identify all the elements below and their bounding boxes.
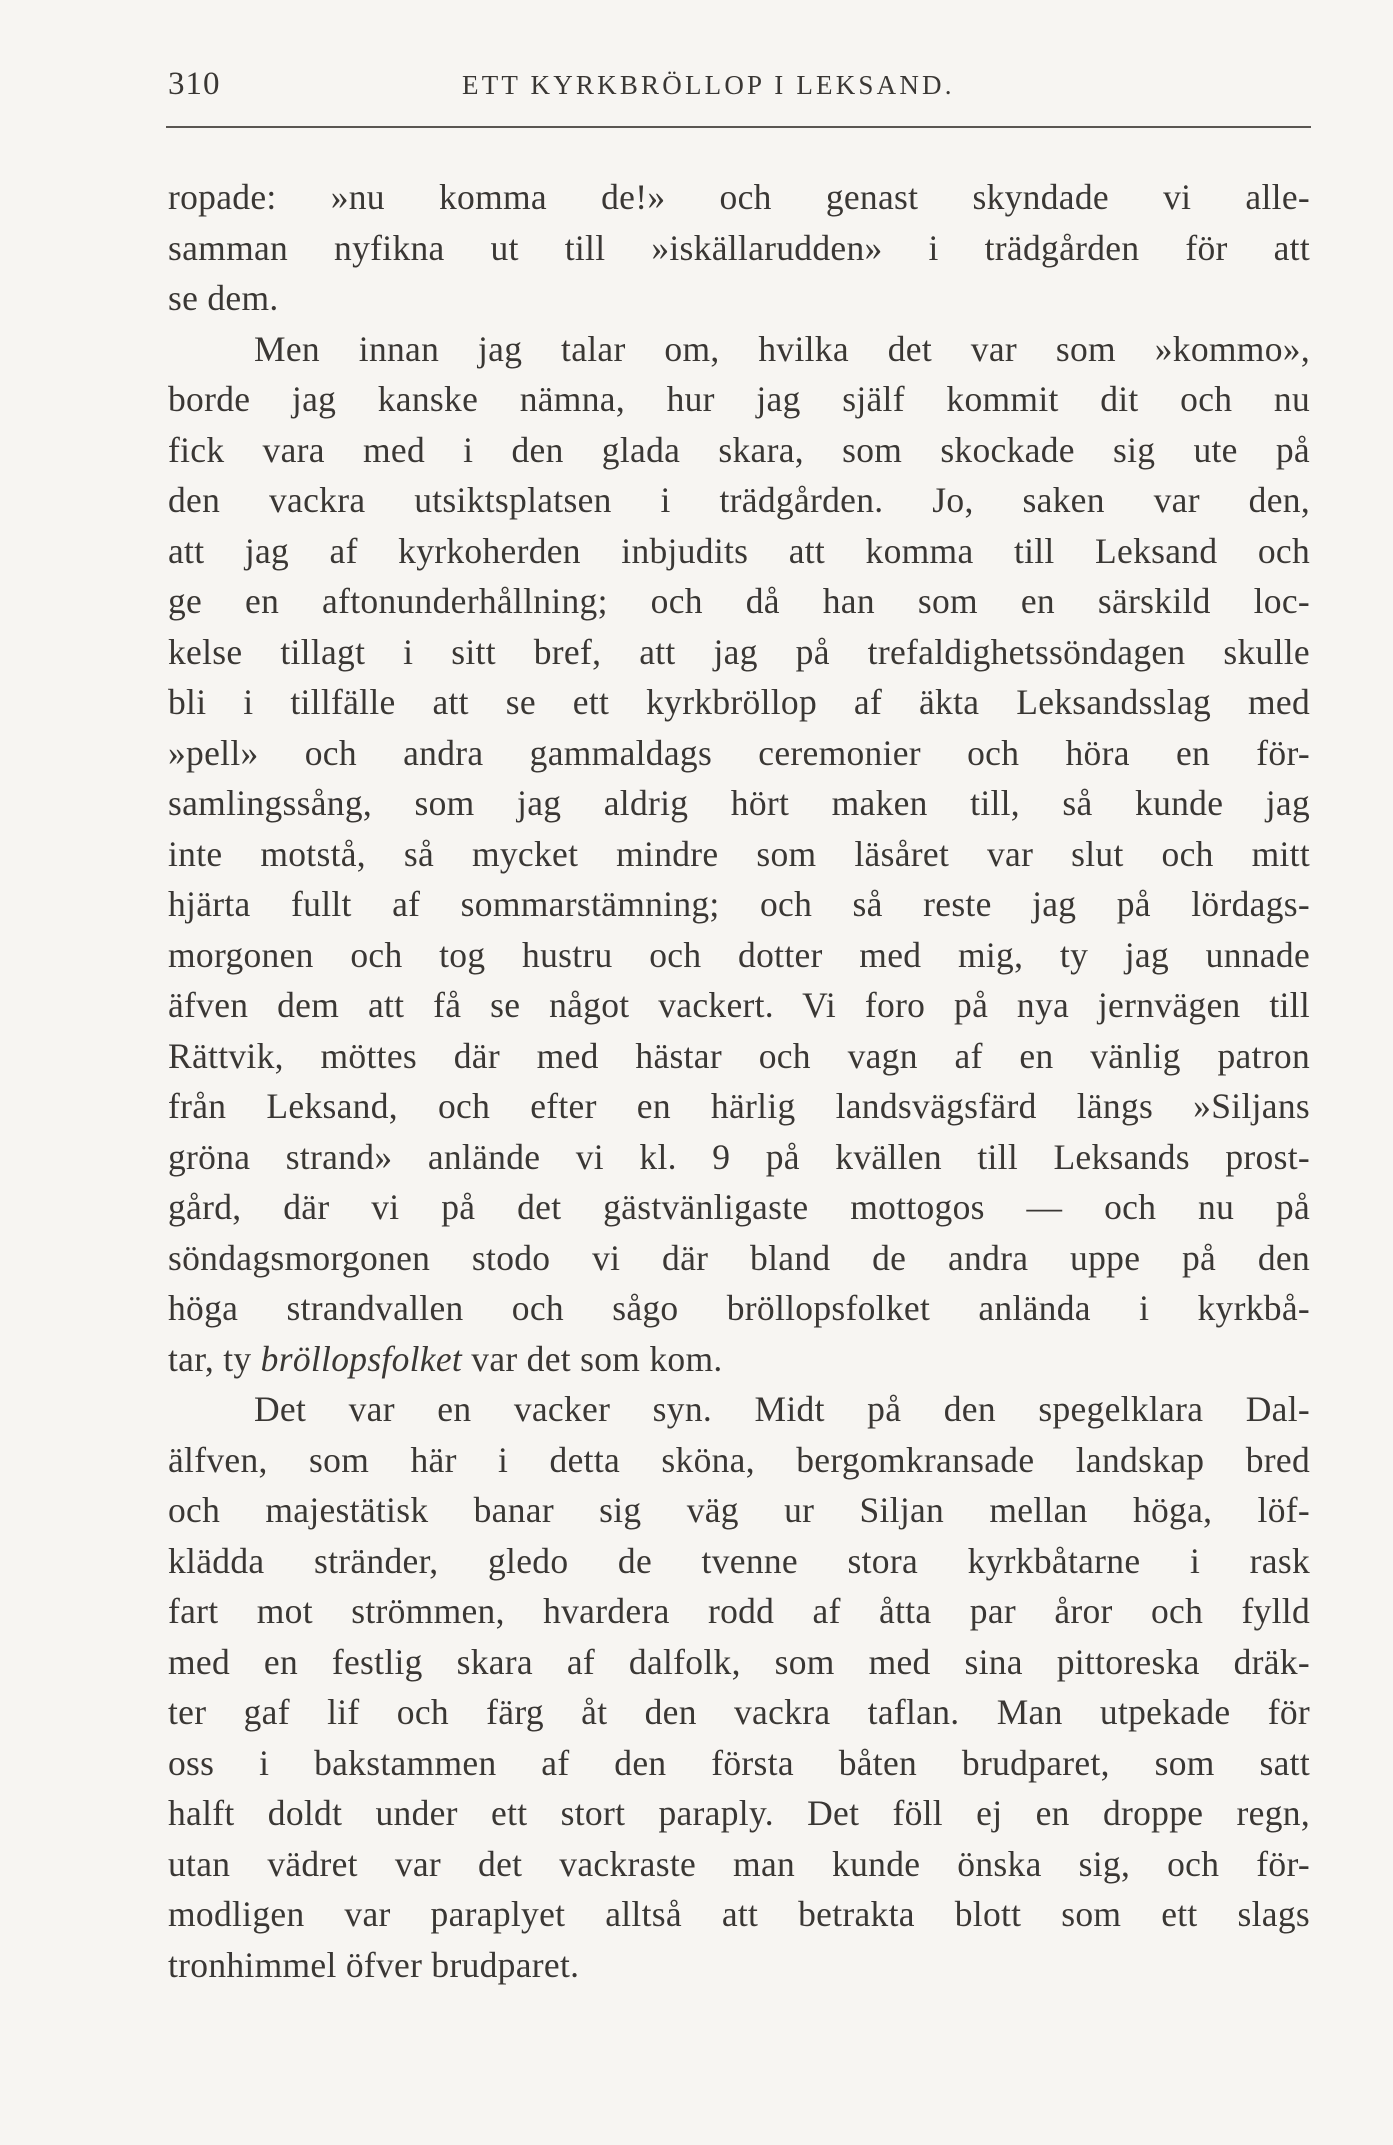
text-line: fart mot strömmen, hvardera rodd af åtta par åror och fylld [168, 1591, 1310, 1631]
text-line: ter gaf lif och färg åt den vackra taflan. Man utpekade för [168, 1692, 1310, 1732]
text-line: höga strandvallen och sågo bröllopsfolket anlända i kyrkbå- [168, 1288, 1310, 1328]
page-number: 310 [168, 66, 221, 102]
text-line: äfven dem att få se något vackert. Vi foro på nya jernvägen till [168, 985, 1310, 1025]
text-line: klädda stränder, gledo de tvenne stora kyrkbåtarne i rask [168, 1540, 1310, 1581]
text-line: halft doldt under ett stort paraply. Det föll ej en droppe regn, [168, 1793, 1310, 1833]
text-line: morgonen och tog hustru och dotter med mig, ty jag unnade [168, 934, 1310, 975]
text-line: hjärta fullt af sommarstämning; och så reste jag på lördags- [168, 884, 1310, 924]
running-head: ETT KYRKBRÖLLOP I LEKSAND. [462, 70, 955, 100]
text-line: utan vädret var det vackraste man kunde önska sig, och för- [168, 1843, 1310, 1884]
text-line: gröna strand» anlände vi kl. 9 på kvällen till Leksands prost- [168, 1136, 1310, 1177]
text-line: gård, där vi på det gästvänligaste mottogos — och nu på [168, 1187, 1310, 1227]
text-line: »pell» och andra gammaldags ceremonier och höra en för- [168, 732, 1310, 773]
text-line: borde jag kanske nämna, hur jag själf kommit dit och nu [168, 379, 1310, 419]
body-text [168, 172, 1310, 1990]
line-head: tar, ty [168, 1338, 261, 1379]
line-tail: var det som kom. [462, 1338, 723, 1379]
text-line: oss i bakstammen af den första båten brudparet, som satt [168, 1742, 1310, 1783]
text-line: ge en aftonunderhållning; och då han som en särskild loc- [168, 581, 1310, 621]
text-line: ropade: »nu komma de!» och genast skyndade vi alle- [168, 177, 1310, 217]
text-line: kelse tillagt i sitt bref, att jag på trefaldighetssöndagen skulle [168, 631, 1310, 672]
paragraph-start: Men innan jag talar om, hvilka det var som »kommo», [254, 328, 1310, 369]
text-line: att jag af kyrkoherden inbjudits att komma till Leksand och [168, 530, 1310, 571]
text-line: från Leksand, och efter en härlig landsvägsfärd längs »Siljans [168, 1086, 1310, 1126]
text-line: och majestätisk banar sig väg ur Siljan mellan höga, löf- [168, 1490, 1310, 1530]
text-line: söndagsmorgonen stodo vi där bland de andra uppe på den [168, 1237, 1310, 1278]
text-line: inte motstå, så mycket mindre som läsåret var slut och mitt [168, 833, 1310, 874]
text-line: Rättvik, möttes där med hästar och vagn af en vänlig patron [168, 1035, 1310, 1076]
text-line: älfven, som här i detta sköna, bergomkransade landskap bred [168, 1439, 1310, 1480]
text-line: modligen var paraplyet alltså att betrakta blott som ett slags [168, 1894, 1310, 1934]
text-line-with-italic [168, 1334, 1310, 1385]
text-line: se dem. [168, 278, 279, 318]
text-line: den vackra utsiktsplatsen i trädgården. Jo, saken var den, [168, 480, 1310, 520]
header-rule [166, 126, 1311, 128]
text-line: tronhimmel öfver brudparet. [168, 1944, 580, 1985]
text-line: med en festlig skara af dalfolk, som med sina pittoreska dräk- [168, 1641, 1310, 1682]
text-line: bli i tillfälle att se ett kyrkbröllop af äkta Leksandsslag med [168, 682, 1310, 722]
italic-phrase: bröllopsfolket [260, 1338, 463, 1379]
text-line: samlingssång, som jag aldrig hört maken till, så kunde jag [168, 783, 1310, 823]
text-line: fick vara med i den glada skara, som skockade sig ute på [168, 429, 1310, 470]
text-line: samman nyfikna ut till »iskällarudden» i trädgården för att [168, 227, 1310, 268]
paragraph-start: Det var en vacker syn. Midt på den spegelklara Dal- [254, 1389, 1310, 1429]
